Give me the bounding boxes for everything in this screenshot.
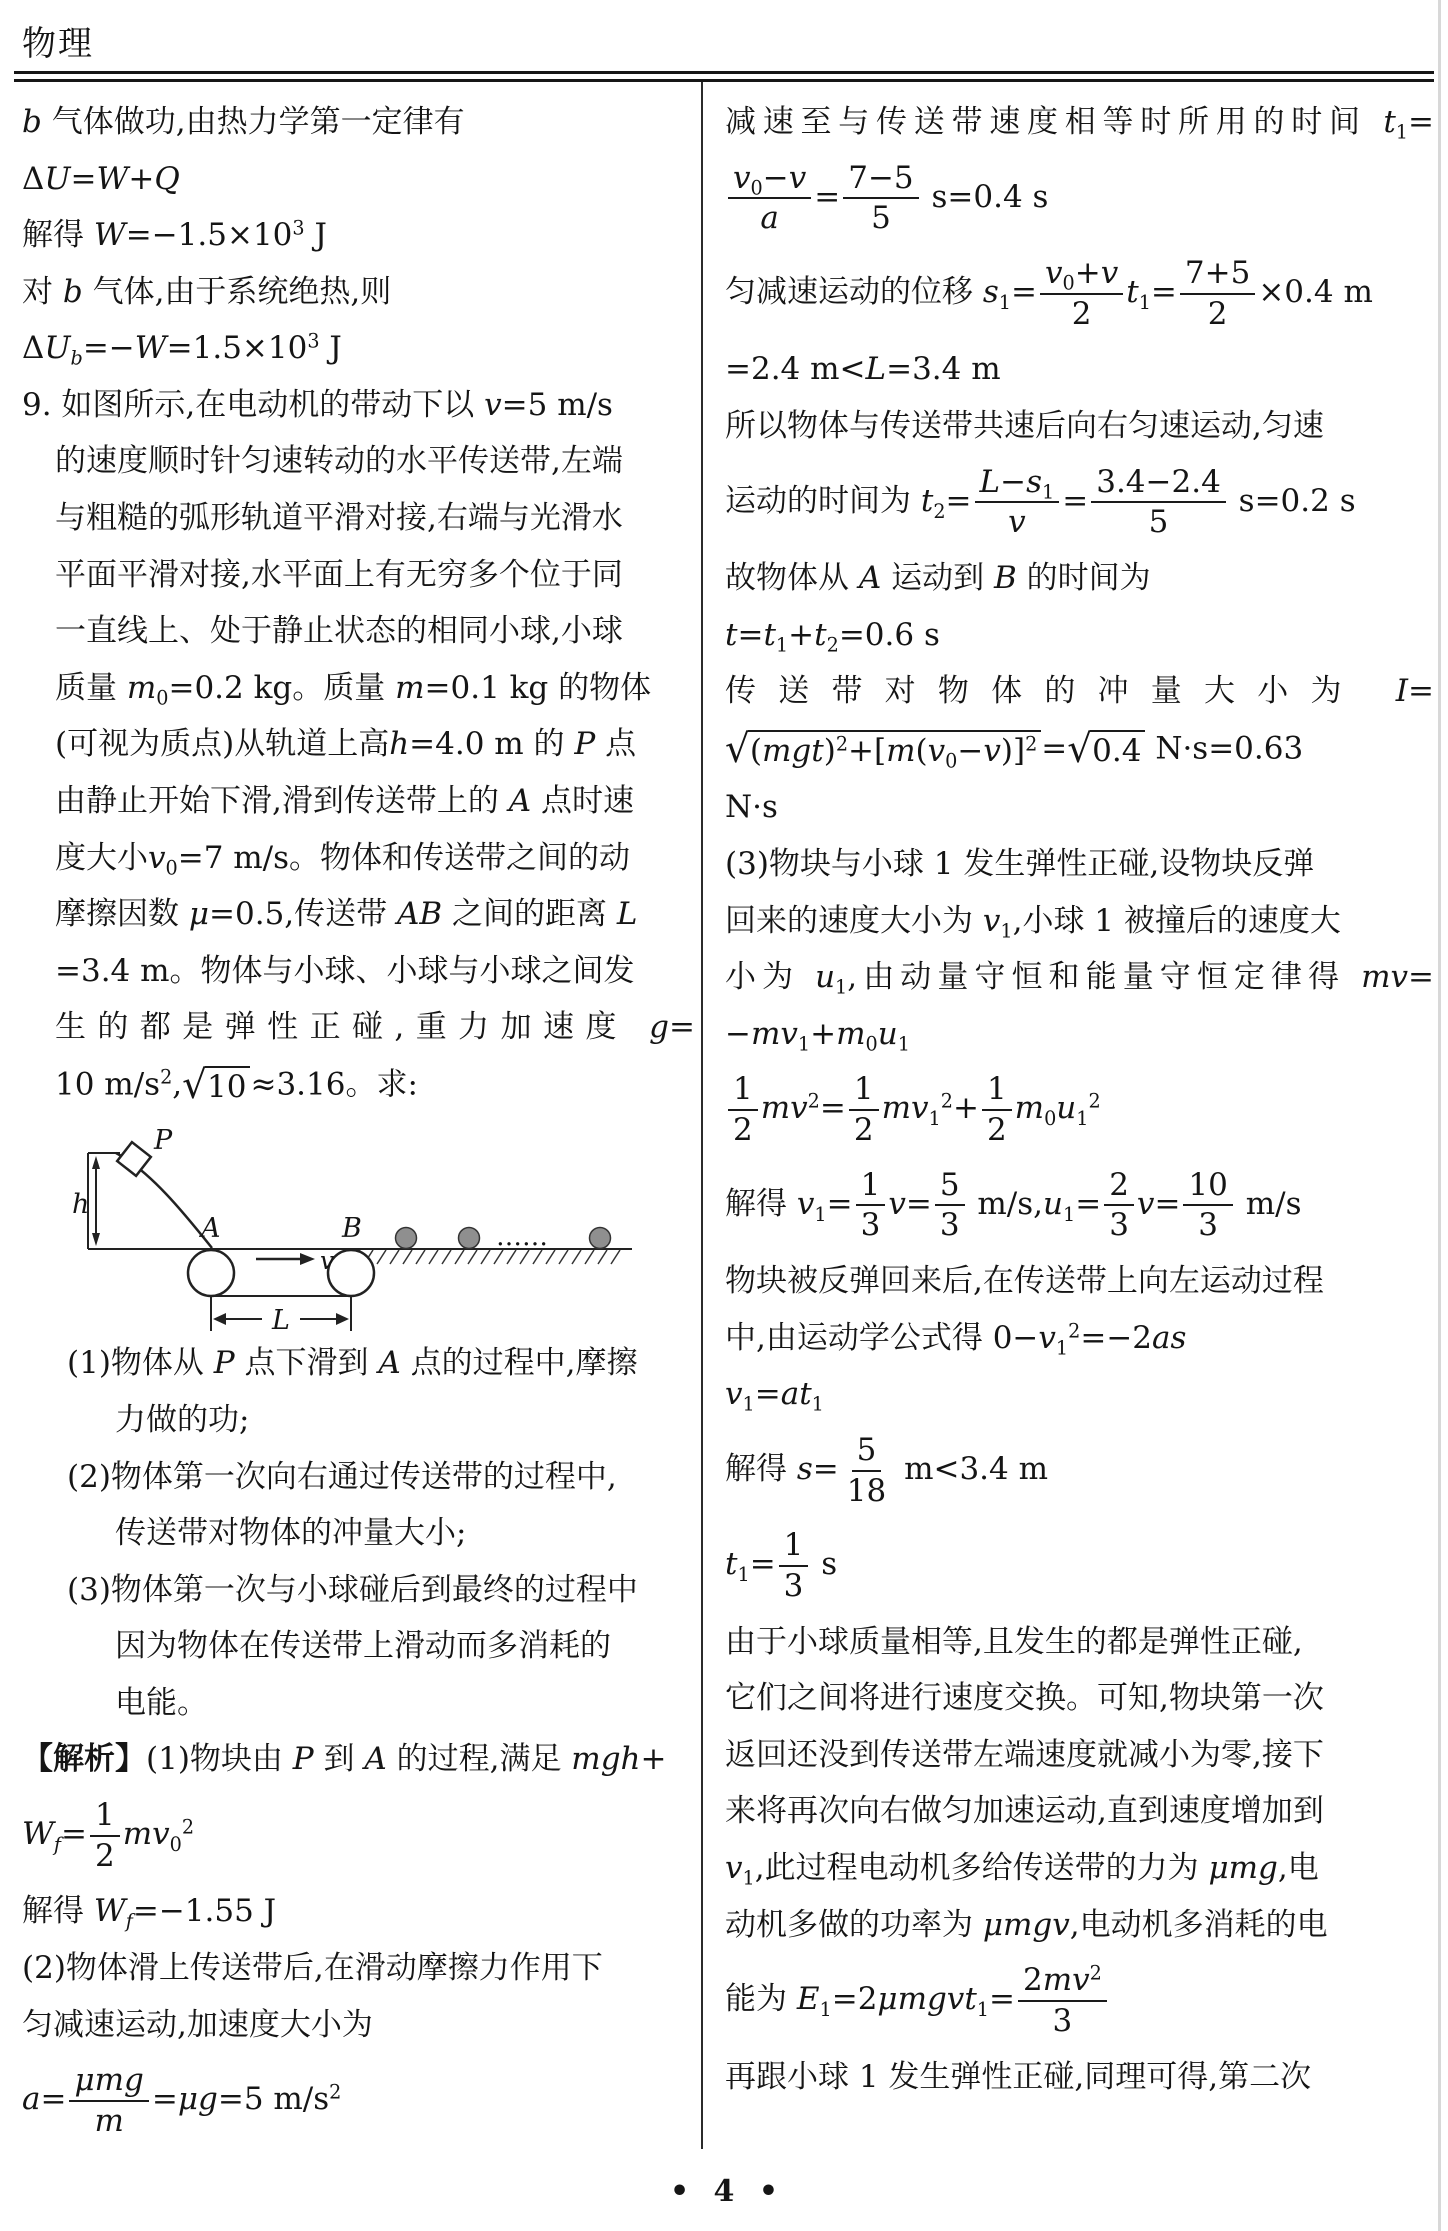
text-line: 匀减速运动,加速度大小为 — [22, 2006, 373, 2043]
text-line: 能为 $E_1=2\mu mgvt_1=$ $\frac{2mv^2}{3}$ — [725, 1953, 1434, 2048]
text-line: 因为物体在传送带上滑动而多消耗的 — [115, 1628, 611, 1665]
text-line: 力做的功; — [115, 1401, 250, 1438]
text-line: 度大小$v_0=7$ m/s。物体和传送带之间的动 — [55, 839, 631, 880]
text-line: 所以物体与传送带共速后向右匀速运动,匀速 — [725, 408, 1324, 445]
page-scan-edge — [1438, 0, 1441, 2231]
page-header — [0, 0, 1448, 67]
text-line: √ $(mgt)^2+[m(v_0-v)]^2$ = √ 0.4 N·s=0.63 — [725, 727, 1304, 773]
text-line: 传送带对物体的冲量大小; — [115, 1515, 467, 1552]
pulley-right — [328, 1250, 374, 1296]
label-l: L — [272, 1305, 290, 1332]
left-column — [0, 82, 701, 2149]
right-column — [701, 82, 1448, 2149]
text-line: $\frac{v_0-v}{a}$ = $\frac{7-5}{5}$ s=0.4 s — [725, 151, 1434, 246]
text-line: 返回还没到传送带左端速度就减小为零,接下 — [725, 1736, 1324, 1773]
text-line: 10 $m/s^2$, √ 10 ≈3.16。求: — [55, 1063, 418, 1109]
page-title: 物理 — [22, 24, 94, 64]
text-line: 一直线上、处于静止状态的相同小球,小球 — [55, 613, 623, 650]
label-a: A — [201, 1213, 221, 1245]
page-number: • 4 • — [669, 2174, 779, 2209]
two-column-body — [0, 82, 1448, 2149]
text-line: 由于小球质量相等,且发生的都是弹性正碰, — [725, 1623, 1303, 1660]
text-line: =3.4 m。物体与小球、小球与小球之间发 — [55, 952, 635, 989]
text-line: 小为 $u_1$,由动量守恒和能量守恒定律得 mv= — [725, 959, 1434, 999]
text-line: (1)物体从 P 点下滑到 A 点的过程中,摩擦 — [67, 1345, 638, 1382]
text-line: 摩擦因数 μ=0.5,传送带 AB 之间的距离 L — [55, 896, 638, 933]
text-line: 中,由运动学公式得 $0-v_1^2=-2as$ — [725, 1319, 1187, 1360]
text-line: (2)物体滑上传送带后,在滑动摩擦力作用下 — [22, 1950, 603, 1987]
text-line: 平面平滑对接,水平面上有无穷多个位于同 — [55, 556, 623, 593]
label-p: P — [154, 1125, 173, 1157]
ball-1 — [396, 1228, 417, 1249]
text-line: 解得 $W=-1.5\times 10^3$ J — [22, 216, 327, 254]
text-line: $v_1=at_1$ — [725, 1376, 824, 1416]
text-line: 解得 $v_1=$ $\frac{1}{3}$ v= $\frac{5}{3}$ $m/s,u_1=$ $\frac{2}{3}$ v= $\frac{10}{3}$ m/s — [725, 1166, 1302, 1244]
text-line: b 气体做功,由热力学第一定律有 — [22, 104, 465, 140]
text-line: 生的都是弹性正碰,重力加速度 g= — [55, 1009, 695, 1046]
text-line: ΔU=W+Q — [22, 160, 180, 197]
conveyor-figure — [60, 1123, 695, 1331]
block-p — [117, 1143, 151, 1177]
text-line: $W_f=$ $\frac{1}{2}$ $mv_0^2$ — [22, 1797, 195, 1874]
belt-velocity-arrow — [256, 1253, 315, 1265]
text-line: a= $\frac{\text{μmg}}{m}$ =μg=5 $m/s^2$ — [22, 2062, 342, 2139]
text-line: 电能。 — [115, 1684, 208, 1721]
text-line: $t=t_1+t_2=0.6$ s — [725, 616, 940, 657]
text-line: 与粗糙的弧形轨道平滑对接,右端与光滑水 — [55, 500, 623, 537]
text-line: 对 b 气体,由于系统绝热,则 — [22, 273, 392, 310]
text-line: 回来的速度大小为 $v_1$,小球 1 被撞后的速度大 — [725, 902, 1341, 943]
text-line: =2.4 m<L=3.4 m — [725, 351, 1001, 388]
text-line: 的速度顺时针匀速转动的水平传送带,左端 — [55, 443, 623, 480]
text-line: 9. 如图所示,在电动机的带动下以 v=5 m/s — [22, 386, 613, 423]
text-line: (3)物体第一次与小球碰后到最终的过程中 — [67, 1571, 638, 1608]
text-line: (3)物块与小球 1 发生弹性正碰,设物块反弹 — [725, 845, 1315, 882]
text-line: (2)物体第一次向右通过传送带的过程中, — [67, 1458, 617, 1495]
height-dimension-arrow — [92, 1156, 100, 1246]
pulley-left — [188, 1250, 234, 1296]
text-line: 匀减速运动的位移 $s_1=$ $\frac{v_0+v}{2}$ $t_1=$ $\frac{7+5}{2}$ ×0.4 m — [725, 255, 1373, 332]
text-line: 传送带对物体的冲量大小为 I= — [725, 673, 1434, 710]
text-line: $t_1=$ $\frac{1}{3}$ s — [725, 1527, 838, 1605]
text-line: 来将再次向右做匀加速运动,直到速度增加到 — [725, 1793, 1324, 1830]
text-line: 再跟小球 1 发生弹性正碰,同理可得,第二次 — [725, 2058, 1312, 2095]
text-line: $v_1$,此过程电动机多给传送带的力为 μmg,电 — [725, 1850, 1319, 1890]
text-line: 解得 s= $\frac{5}{18}$ m<3.4 m — [725, 1431, 1048, 1509]
text-line: 质量 $m_0=0.2$ kg。质量 m=0.1 kg 的物体 — [55, 669, 652, 710]
text-line: 解得 $W_f=-1.55$ J — [22, 1893, 277, 1934]
label-h: h — [72, 1189, 90, 1221]
text-line: 它们之间将进行速度交换。可知,物块第一次 — [725, 1680, 1324, 1717]
text-line: $-mv_1+m_0u_1$ — [725, 1015, 910, 1056]
ball-2 — [459, 1228, 480, 1249]
text-line: 【解析】(1)物块由 P 到 A 的过程,满足 mgh+ — [22, 1741, 667, 1778]
header-double-rule — [14, 71, 1434, 82]
label-b: B — [342, 1213, 362, 1245]
label-v: v — [320, 1246, 335, 1276]
text-line: 物块被反弹回来后,在传送带上向左运动过程 — [725, 1263, 1324, 1300]
text-line: $\Delta U_b=-W=1.5\times 10^3$ J — [22, 329, 342, 371]
text-line: 运动的时间为 $t_2=$ $\frac{L-s_1}{v}$ = $\frac{3.4-2.4}{5}$ s=0.2 s — [725, 463, 1356, 541]
text-line: (可视为质点)从轨道上高h=4.0 m 的 P 点 — [55, 726, 637, 763]
text-line: $\frac{1}{2}$ $mv^2=$ $\frac{1}{2}$ $mv_1^2+$ $\frac{1}{2}$ $m_0u_1^2$ — [725, 1062, 1434, 1157]
text-line: 由静止开始下滑,滑到传送带上的 A 点时速 — [55, 782, 634, 819]
ground-hatching — [351, 1250, 620, 1264]
text-line: 故物体从 A 运动到 B 的时间为 — [725, 560, 1151, 597]
text-line: N·s — [725, 789, 778, 826]
balls-ellipsis: …… — [496, 1222, 548, 1253]
text-line: 减速至与传送带速度相等时所用的时间 $t_1=$ — [725, 104, 1434, 144]
text-line: 动机多做的功率为 μmgv,电动机多消耗的电 — [725, 1906, 1328, 1943]
ball-3 — [590, 1228, 611, 1249]
